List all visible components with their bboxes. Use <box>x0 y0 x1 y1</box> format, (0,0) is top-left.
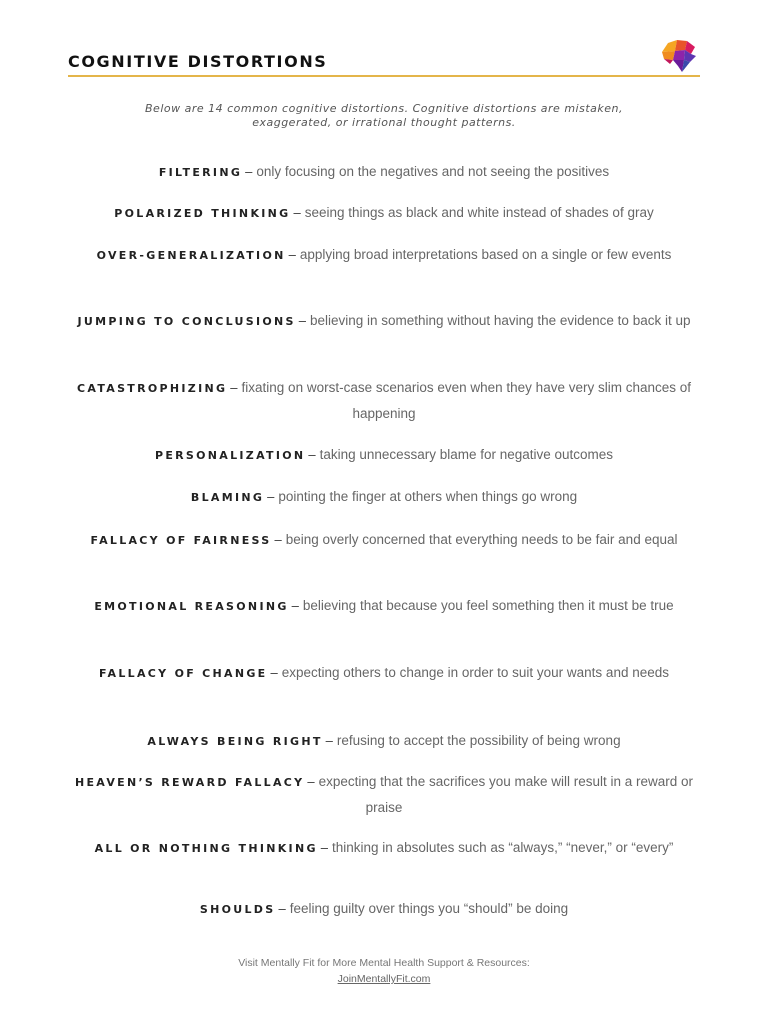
distortion-term: SHOULDS <box>199 903 276 916</box>
distortion-item <box>74 375 694 426</box>
distortion-description: only focusing on the negatives and not seeing the positives <box>256 164 610 179</box>
term-separator: – <box>298 313 306 328</box>
distortion-description: applying broad interpretations based on a single or few events <box>299 247 672 262</box>
distortion-item <box>74 484 694 510</box>
distortion-item <box>74 242 694 268</box>
distortion-item <box>74 308 694 334</box>
term-separator: – <box>274 532 282 547</box>
distortion-term: FALLACY OF FAIRNESS <box>90 534 272 547</box>
term-separator: – <box>270 665 278 680</box>
distortion-item <box>74 769 694 820</box>
term-separator: – <box>325 733 333 748</box>
distortion-term: ALWAYS BEING RIGHT <box>147 735 323 748</box>
term-separator: – <box>307 774 315 789</box>
distortion-item <box>74 442 694 468</box>
distortion-description: believing in something without having the evidence to back it up <box>309 313 691 328</box>
distortion-item <box>74 660 694 686</box>
distortion-description: seeing things as black and white instead of shades of gray <box>304 205 654 220</box>
distortion-term: JUMPING TO CONCLUSIONS <box>77 315 296 328</box>
intro-line: exaggerated, or irrational thought patterns. <box>252 116 516 129</box>
term-separator: – <box>278 901 286 916</box>
distortion-description: feeling guilty over things you “should” be doing <box>289 901 569 916</box>
distortion-item <box>74 728 694 754</box>
term-separator: – <box>293 205 301 220</box>
page-header <box>68 38 700 78</box>
brain-icon <box>658 38 698 74</box>
distortion-item <box>74 896 694 922</box>
term-separator: – <box>291 598 299 613</box>
title-divider <box>68 75 700 77</box>
distortion-term: CATASTROPHIZING <box>76 382 228 395</box>
distortion-term: HEAVEN’S REWARD FALLACY <box>74 776 305 789</box>
intro-line: Below are 14 common cognitive distortions. Cognitive distortions are mistaken, <box>145 102 623 115</box>
distortion-term: FALLACY OF CHANGE <box>99 667 268 680</box>
footer-website-link[interactable]: JoinMentallyFit.com <box>337 973 431 985</box>
distortion-description: pointing the finger at others when things go wrong <box>278 489 578 504</box>
term-separator: – <box>320 840 329 855</box>
distortion-description: being overly concerned that everything needs to be fair and equal <box>285 532 678 547</box>
distortion-item <box>74 159 694 185</box>
distortion-term: FILTERING <box>158 166 243 179</box>
distortion-item <box>74 200 694 226</box>
distortion-description: thinking in absolutes such as “always,” “never,” or “every” <box>332 840 674 855</box>
distortion-item <box>74 527 694 553</box>
footer <box>134 955 634 987</box>
page-title: COGNITIVE DISTORTIONS <box>68 52 328 71</box>
distortion-description: expecting that the sacrifices you make will result in a reward or praise <box>318 774 694 815</box>
term-separator: – <box>230 380 238 395</box>
term-separator: – <box>245 164 253 179</box>
term-separator: – <box>267 489 275 504</box>
distortion-term: EMOTIONAL REASONING <box>94 600 289 613</box>
intro-text <box>84 102 684 130</box>
distortion-item <box>74 835 694 861</box>
distortion-description: expecting others to change in order to suit your wants and needs <box>281 665 669 680</box>
distortion-description: refusing to accept the possibility of being wrong <box>336 733 621 748</box>
distortion-item <box>74 593 694 619</box>
term-separator: – <box>308 447 316 462</box>
term-separator: – <box>288 247 296 262</box>
distortion-description: fixating on worst-case scenarios even when they have very slim chances of happening <box>241 380 691 421</box>
distortion-term: PERSONALIZATION <box>154 449 306 462</box>
distortion-term: OVER-GENERALIZATION <box>96 249 286 262</box>
distortion-description: taking unnecessary blame for negative outcomes <box>319 447 614 462</box>
distortion-term: POLARIZED THINKING <box>114 207 291 220</box>
distortion-term: ALL OR NOTHING THINKING <box>94 842 318 855</box>
distortion-description: believing that because you feel something then it must be true <box>302 598 674 613</box>
footer-text: Visit Mentally Fit for More Mental Health Support & Resources: <box>238 957 530 969</box>
distortion-term: BLAMING <box>190 491 265 504</box>
